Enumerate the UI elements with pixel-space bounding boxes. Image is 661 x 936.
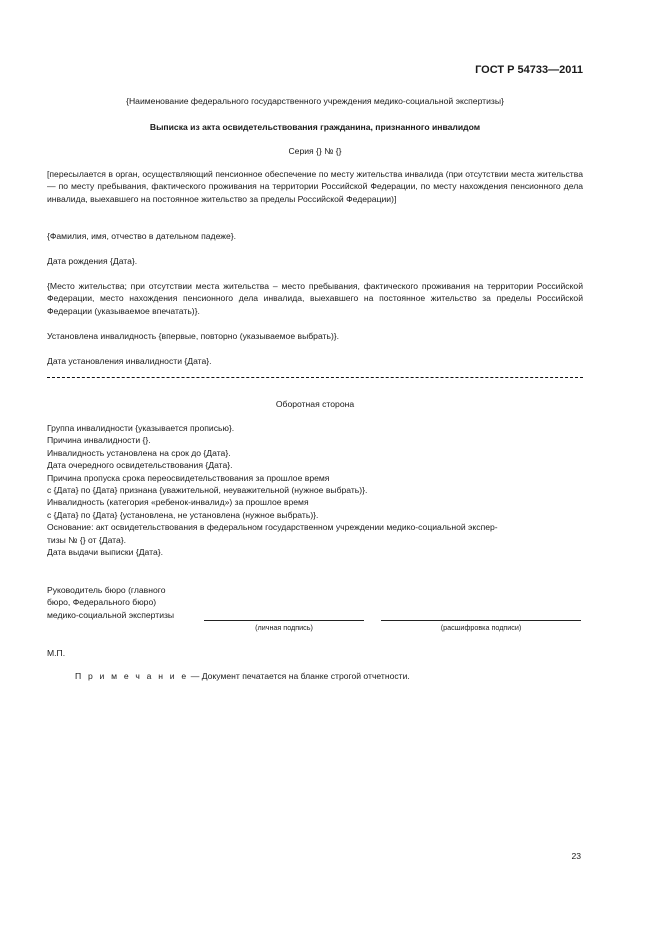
recipient-paragraph: [пересылается в орган, осуществляющий пенсионное обеспечение по месту жительства инвалида (при отсутствии места жительства — по месту пребывания, фактического проживания на территории Российской Федерации, по месту нахождения пенсионного дела инвалида, выехавшего на постоянное жительство за пределы Российской Федерации)] — [47, 169, 583, 204]
note-text: — Документ печатается на бланке строгой отчетности. — [188, 671, 410, 681]
signature-decoding-caption: (расшифровка подписи) — [440, 623, 522, 632]
signature-caption: (личная подпись) — [255, 623, 313, 632]
signer-role-line: бюро, Федерального бюро) — [47, 597, 157, 608]
back-line: Инвалидность (категория «ребенок-инвалид») за прошлое время — [47, 497, 309, 508]
signer-role-line: Руководитель бюро (главного — [47, 585, 166, 595]
residence-paragraph: {Место жительства; при отсутствии места жительства – место пребывания, фактического проживания на территории Российской Федерации, место нахождения пенсионного дела инвалида, выехавшего на постоянное жительство за пределы Российской Федерации (указываемое впечатать)}. — [47, 281, 583, 316]
back-line: тизы № {} от {Дата}. — [47, 534, 127, 545]
back-line: Причина инвалидности {}. — [47, 435, 151, 446]
disability-established: Установлена инвалидность {впервые, повторно (указываемое выбрать)}. — [47, 331, 340, 341]
series-number: Серия {} № {} — [288, 146, 342, 156]
signature-line — [204, 620, 364, 621]
document-title: Выписка из акта освидетельствования гражданина, признанного инвалидом — [149, 122, 481, 132]
institution-name: {Наименование федерального государственного учреждения медико-социальной экспертизы} — [126, 96, 504, 106]
cut-line — [47, 377, 583, 378]
back-side-title: Оборотная сторона — [275, 399, 355, 409]
page-number: 23 — [571, 851, 581, 861]
back-line: с {Дата} по {Дата} признана {уважительной, неуважительной (нужное выбрать)}. — [47, 485, 368, 496]
back-line: Причина пропуска срока переосвидетельствования за прошлое время — [47, 472, 330, 483]
signer-role-line: медико-социальной экспертизы — [47, 609, 175, 620]
signature-decoding-line — [381, 620, 581, 621]
birth-date-field: Дата рождения {Дата}. — [47, 256, 138, 266]
back-line: Инвалидность установлена на срок до {Дата}. — [47, 447, 231, 458]
back-line: Дата выдачи выписки {Дата}. — [47, 547, 164, 558]
back-line: Основание: акт освидетельствования в федеральном государственном учреждении медико-социальной экспер- — [47, 522, 498, 533]
back-line: Группа инвалидности {указывается прописью}. — [47, 423, 235, 433]
back-line: с {Дата} по {Дата} {установлена, не установлена (нужное выбрать)}. — [47, 509, 319, 520]
disability-established-date: Дата установления инвалидности {Дата}. — [47, 356, 212, 366]
back-line: Дата очередного освидетельствования {Дата}. — [47, 460, 233, 471]
back-side-lines — [47, 422, 587, 558]
standard-header: ГОСТ Р 54733—2011 — [475, 64, 583, 76]
note-label: П р и м е ч а н и е — [75, 671, 189, 681]
note — [75, 670, 410, 682]
signer-role — [47, 584, 174, 621]
full-name-field: {Фамилия, имя, отчество в дательном падеже}. — [47, 231, 237, 241]
seal-placeholder: М.П. — [47, 648, 66, 658]
